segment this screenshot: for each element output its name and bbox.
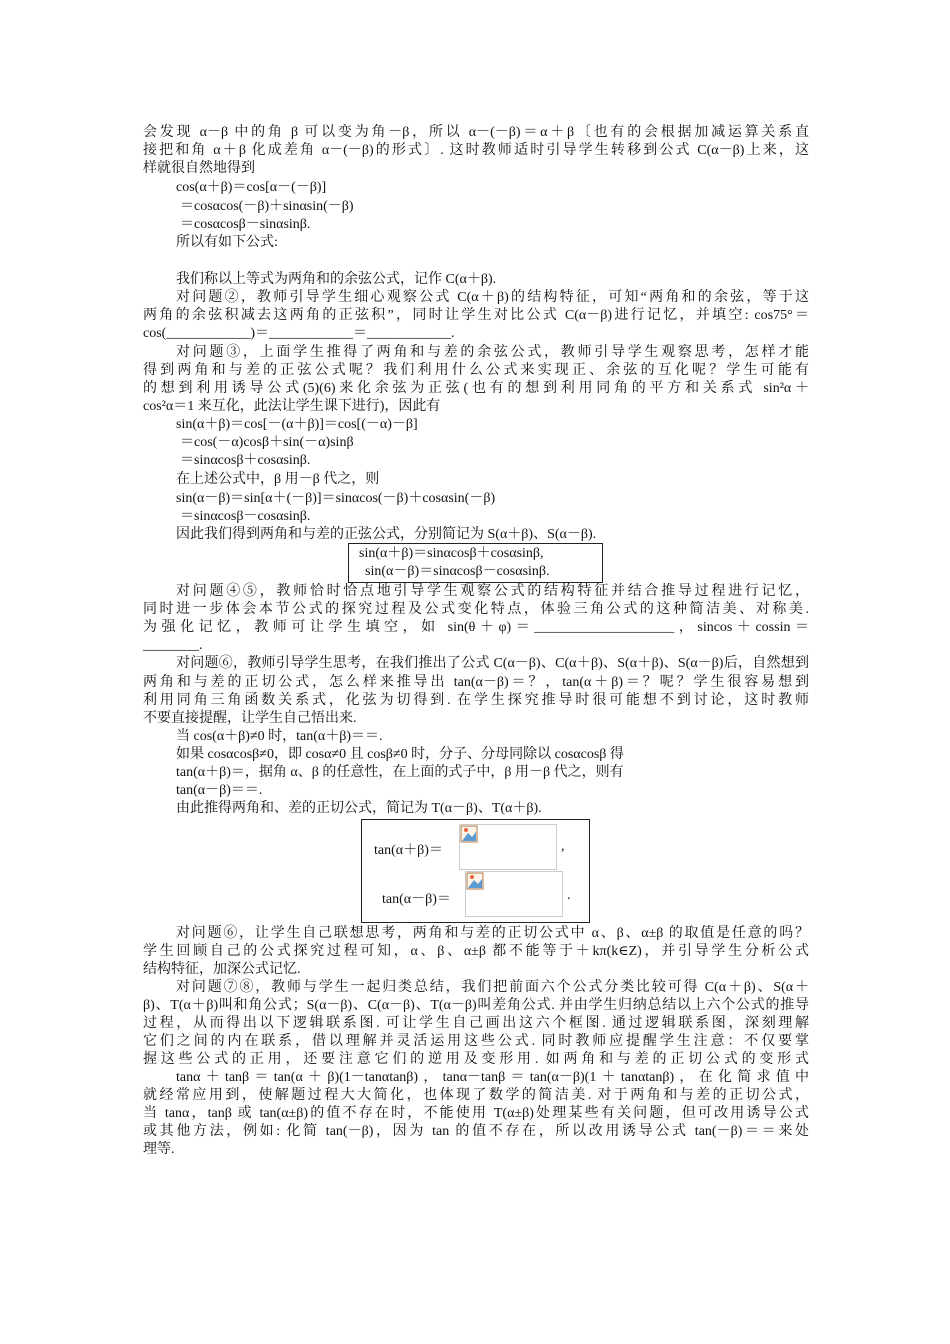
tangent-sum-label: tan(α＋β)＝ xyxy=(374,843,443,858)
paragraph-line: 得到两角和与差的正弦公式呢？我们利用什么公式来实现正、余弦的互化呢？学生可能有 xyxy=(143,363,809,378)
paragraph-line: 握这些公式的正用，还要注意它们的逆用及变形用. 如两角和与差的正切公式的变形式 xyxy=(143,1052,809,1067)
paragraph-line: 对问题⑦⑧，教师与学生一起归类总结，我们把前面六个公式分类比较可得 C(α＋β)、S(α＋ xyxy=(176,980,809,995)
formula-line: cos(α＋β)＝cos[α－(－β)] xyxy=(176,180,327,195)
tangent-formula-box xyxy=(361,819,590,923)
paragraph-line: 对问题④⑤，教师恰时恰点地引导学生观察公式的结构特征并结合推导过程进行记忆， xyxy=(176,584,809,599)
tangent-difference-label: tan(α－β)＝ xyxy=(382,892,451,907)
paragraph-line: 或其他方法，例如: 化简 tan(－β)，因为 tan 的值不存在，所以改用诱导公式 tan(－β)＝＝来处 xyxy=(143,1124,809,1139)
paragraph-line: 理等. xyxy=(143,1142,175,1157)
paragraph-line: 利用同角三角函数关系式，化弦为切得到. 在学生探究推导时很可能想不到讨论，这时教师 xyxy=(143,693,809,708)
paragraph-line: 对问题⑥，让学生自己联想思考，两角和与差的正切公式中 α、β、α±β 的取值是任意的吗？ xyxy=(176,926,809,941)
broken-image-icon xyxy=(460,825,478,843)
paragraph-line: 对问题⑥，教师引导学生思考，在我们推出了公式 C(α－β)、C(α＋β)、S(α＋β)、S(α－β)后，自然想到 xyxy=(176,656,809,671)
paragraph-line: 当 tanα，tanβ 或 tan(α±β)的值不存在时，不能使用 T(α±β)处理某些有关问题，但可改用诱导公式 xyxy=(143,1106,809,1121)
paragraph-line: 为强化记忆，教师可让学生填空，如 sin(θ＋φ)＝____________________，sincos＋cossin＝ xyxy=(143,620,809,635)
paragraph-line: 它们之间的内在联系，借以理解并灵活运用这些公式. 同时教师应提醒学生注意：不仅要掌 xyxy=(143,1034,809,1049)
broken-image-placeholder xyxy=(465,871,563,917)
paragraph-line: 我们称以上等式为两角和的余弦公式，记作 C(α＋β). xyxy=(176,272,497,287)
paragraph-line: ________. xyxy=(143,638,203,653)
formula-line: ＝cosαcosβ－sinαsinβ. xyxy=(180,217,311,232)
formula-line: ＝cos(－α)cosβ＋sin(－α)sinβ xyxy=(180,435,354,450)
paragraph-line: 因此我们得到两角和与差的正弦公式，分别简记为 S(α＋β)、S(α－β). xyxy=(176,527,597,542)
formula-line: ＝sinαcosβ＋cosαsinβ. xyxy=(180,453,311,468)
formula-line: sin(α－β)＝sin[α＋(－β)]＝sinαcos(－β)＋cosαsin(－β) xyxy=(176,491,496,506)
sine-formula-box xyxy=(348,543,603,583)
paragraph-line: 过程，从而得出以下逻辑联系图. 可让学生自己画出这六个框图. 通过逻辑联系图，深刻理解 xyxy=(143,1016,809,1031)
formula-line: ＝sinαcosβ－cosαsinβ. xyxy=(180,509,311,524)
sine-difference-formula: sin(α－β)＝sinαcosβ－cosαsinβ. xyxy=(365,564,550,579)
paragraph-line: 样就很自然地得到 xyxy=(143,161,255,176)
paragraph-line: 结构特征，加深公式记忆. xyxy=(143,962,301,977)
formula-line: 当 cos(α＋β)≠0 时，tan(α＋β)＝＝. xyxy=(176,729,383,744)
formula-line: ＝cosαcos(－β)＋sinαsin(－β) xyxy=(180,199,354,214)
paragraph-line: 会发现 α－β 中的角 β 可以变为角－β，所以 α－(－β)＝α＋β〔也有的会根据加减运算关系直 xyxy=(143,125,809,140)
paragraph-line: 对问题③，上面学生推得了两角和与差的余弦公式，教师引导学生观察思考，怎样才能 xyxy=(176,345,809,360)
formula-line: tan(α＋β)＝，据角 α、β 的任意性，在上面的式子中，β 用－β 代之，则有 xyxy=(176,765,624,780)
paragraph-line: 同时进一步体会本节公式的探究过程及公式变化特点，体验三角公式的这种简洁美、对称美. xyxy=(143,602,809,617)
paragraph-line: 由此推得两角和、差的正切公式，简记为 T(α－β)、T(α＋β). xyxy=(176,801,542,816)
paragraph-line: 不要直接提醒，让学生自己悟出来. xyxy=(143,711,357,726)
formula-line: sin(α＋β)＝cos[－(α＋β)]＝cos[(－α)－β] xyxy=(176,417,418,432)
paragraph-line: 的想到利用诱导公式(5)(6)来化余弦为正弦(也有的想到利用同角的平方和关系式 sin²α＋ xyxy=(143,381,809,396)
broken-image-icon xyxy=(466,872,484,890)
paragraph-line: 学生回顾自己的公式探究过程可知，α、β、α±β 都不能等于＋kπ(k∈Z)，并引导学生分析公式 xyxy=(143,944,809,959)
formula-line: tan(α－β)＝＝. xyxy=(176,783,263,798)
paragraph-line: 在上述公式中，β 用－β 代之，则 xyxy=(176,472,380,487)
paragraph-line: 两角的余弦积减去这两角的正弦积”，同时让学生对比公式 C(α－β)进行记忆，并填空: cos75°＝ xyxy=(143,308,809,323)
paragraph-line: β)、T(α＋β)叫和角公式；S(α－β)、C(α－β)、T(α－β)叫差角公式. 并由学生归纳总结以上六个公式的推导 xyxy=(143,998,809,1013)
paragraph-line: 就经常应用到，使解题过程大大简化，也体现了数学的简洁美. 对于两角和与差的正切公式， xyxy=(143,1088,809,1103)
sine-sum-formula: sin(α＋β)＝sinαcosβ＋cosαsinβ, xyxy=(359,546,544,561)
paragraph-line: cos²α＝1 来互化，此法让学生课下进行)，因此有 xyxy=(143,399,441,414)
paragraph-line: 对问题②，教师引导学生细心观察公式 C(α＋β)的结构特征，可知“两角和的余弦，等于这 xyxy=(176,290,809,305)
tangent-sum-tail: , xyxy=(561,839,565,854)
paragraph-line: 所以有如下公式: xyxy=(176,235,278,250)
paragraph-line: 接把和角 α＋β 化成差角 α－(－β)的形式〕. 这时教师适时引导学生转移到公式 C(α－β)上来，这 xyxy=(143,143,809,158)
fill-blank-line: cos(____________)＝____________＝____________. xyxy=(143,326,455,341)
paragraph-line: 两角和与差的正切公式，怎么样来推导出 tan(α－β)＝？，tan(α＋β)＝？呢？学生很容易想到 xyxy=(143,675,809,690)
broken-image-placeholder xyxy=(459,824,557,870)
paragraph-line: 如果 cosαcosβ≠0，即 cosα≠0 且 cosβ≠0 时，分子、分母同除以 cosαcosβ 得 xyxy=(176,747,624,762)
tangent-difference-tail: . xyxy=(567,888,571,903)
paragraph-line: tanα＋tanβ＝tan(α＋β)(1－tanαtanβ)，tanα－tanβ＝tan(α－β)(1＋tanαtanβ)，在化简求值中 xyxy=(176,1070,809,1085)
